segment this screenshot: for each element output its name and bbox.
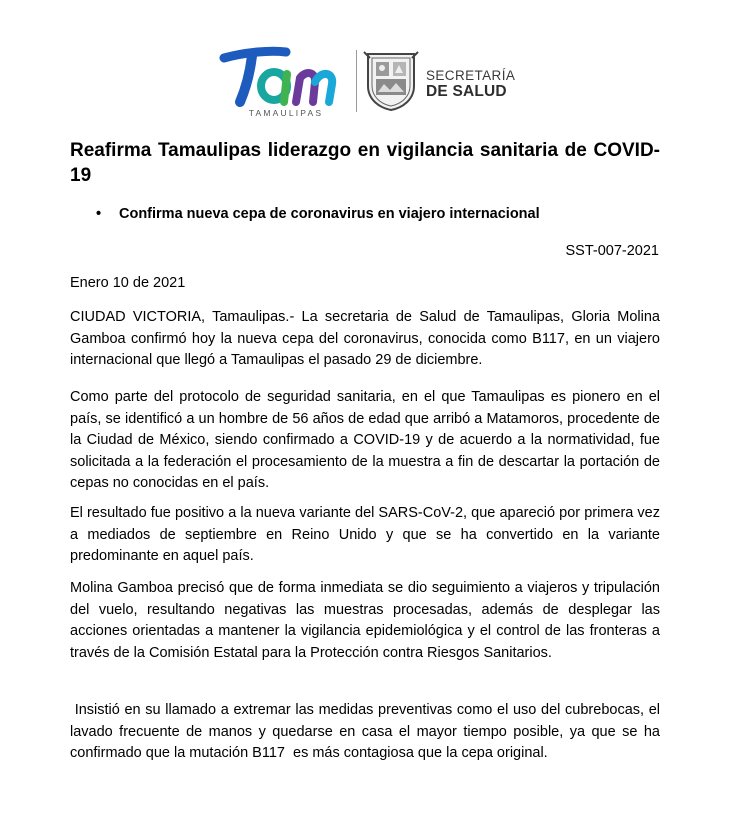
- bullet-marker: •: [96, 206, 102, 222]
- paragraph: CIUDAD VICTORIA, Tamaulipas.- La secretaria de Salud de Tamaulipas, Gloria Molina Gamboa confirmó hoy la nueva cepa del coronavirus, conocida como B117, en un viajero internacional que llegó a Tamaulipas el pasado 29 de diciembre.: [70, 309, 660, 368]
- tam-logo: [216, 44, 354, 118]
- logo-divider: [356, 50, 357, 112]
- bullet-point: Confirma nueva cepa de coronavirus en viajero internacional: [119, 206, 540, 222]
- svg-text:TAMAULIPAS: TAMAULIPAS: [248, 108, 324, 118]
- state-seal-icon: [362, 48, 420, 112]
- paragraph: Como parte del protocolo de seguridad sanitaria, en el que Tamaulipas es pionero en el país, se identificó a un hombre de 56 años de edad que arribó a Matamoros, procedente de la Ciudad de México, siendo confirmado a COVID-19 y de acuerdo a la normatividad, fue solicitada a la federación el procesamiento de la muestra a fin de descartar la portación de cepas no conocidas en el país.: [70, 389, 660, 491]
- paragraph: Molina Gamboa precisó que de forma inmediata se dio seguimiento a viajeros y tripulación del vuelo, resultando negativas las muestras procesadas, además de desplegar las acciones orientadas a mantener la vigilancia epidemiológica y el control de las fronteras a través de la Comisión Estatal para la Protección contra Riesgos Sanitarios.: [70, 580, 660, 661]
- department-line-1: SECRETARÍA: [426, 68, 516, 83]
- department-line-2: DE SALUD: [426, 83, 507, 100]
- document-date: Enero 10 de 2021: [70, 275, 186, 291]
- paragraph: El resultado fue positivo a la nueva variante del SARS-CoV-2, que apareció por primera vez a mediados de septiembre en Reino Unido y que se ha convertido en la variante predominante en aquel país.: [70, 505, 660, 564]
- document-title: Reafirma Tamaulipas liderazgo en vigilancia sanitaria de COVID-19: [70, 140, 660, 186]
- paragraph: Insistió en su llamado a extremar las medidas preventivas como el uso del cubrebocas, el lavado frecuente de manos y quedarse en casa el mayor tiempo posible, ya que se ha confirmado que la mutación B117 es más contagiosa que la cepa original.: [70, 702, 665, 761]
- reference-number: SST-007-2021: [565, 243, 659, 259]
